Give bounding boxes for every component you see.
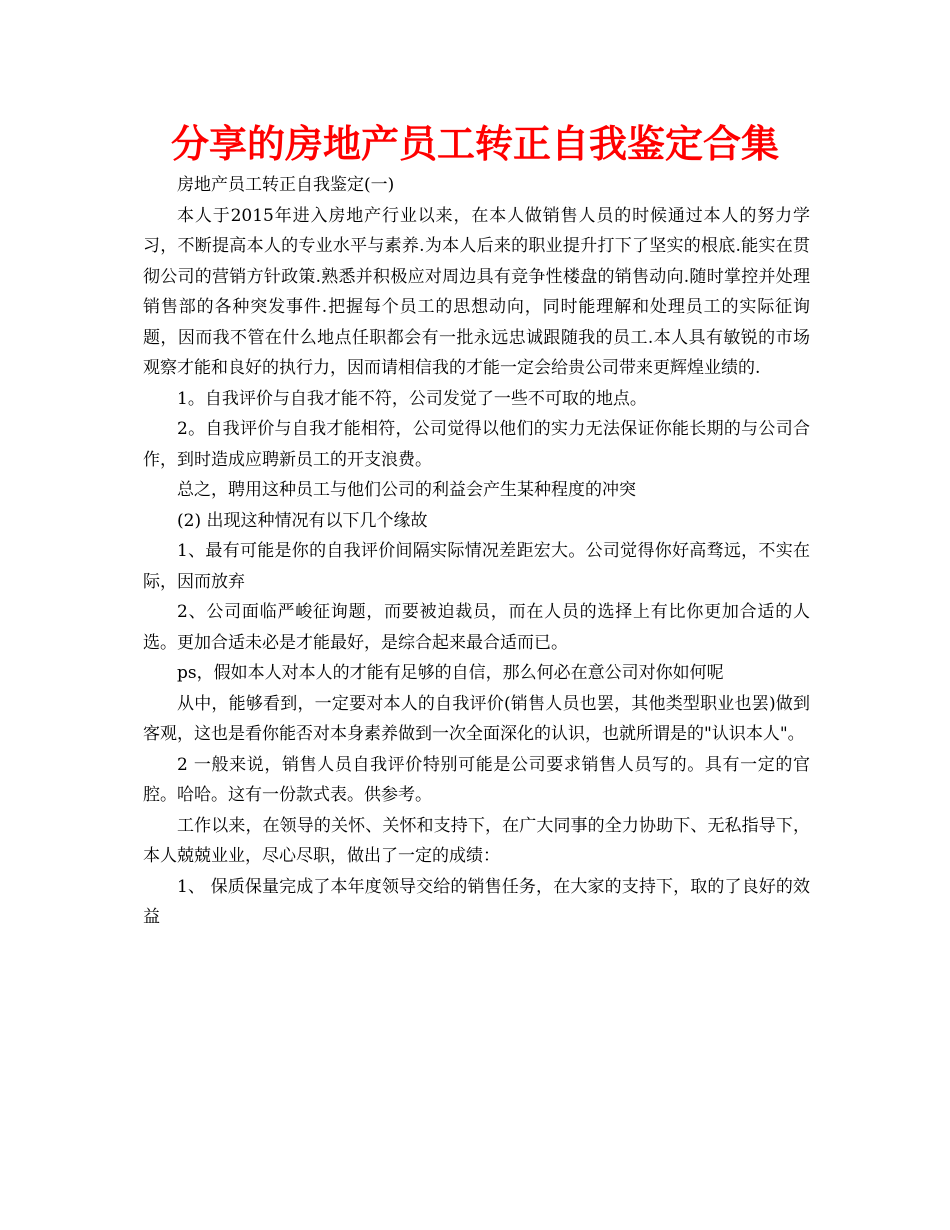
document-body [143, 170, 810, 933]
paragraph: ps，假如本人对本人的才能有足够的自信，那么何必在意公司对你如何呢 [177, 663, 724, 683]
paragraph: (2) 出现这种情况有以下几个缘故 [177, 510, 428, 531]
paragraph: 2 一般来说，销售人员自我评价特别可能是公司要求销售人员写的。具有一定的官腔。哈哈。这有一份款式表。供参考。 [143, 754, 810, 805]
document-title: 分享的房地产员工转正自我鉴定合集 [170, 122, 779, 166]
paragraph: 工作以来，在领导的关怀、关怀和支持下，在广大同事的全力协助下、无私指导下，本人兢兢业业，尽心尽职，做出了一定的成绩： [143, 815, 810, 866]
paragraph: 2。自我评价与自我才能相符，公司觉得以他们的实力无法保证你能长期的与公司合作，到时造成应聘新员工的开支浪费。 [143, 419, 810, 470]
paragraph: 从中，能够看到，一定要对本人的自我评价(销售人员也罢，其他类型职业也罢)做到客观，这也是看你能否对本身素养做到一次全面深化的认识，也就所谓是的"认识本人"。 [143, 693, 810, 744]
paragraph: 本人于2015年进入房地产行业以来，在本人做销售人员的时候通过本人的努力学习，不断提高本人的专业水平与素养.为本人后来的职业提升打下了坚实的根底.能实在贯彻公司的营销方针政策.熟悉并积极应对周边具有竞争性楼盘的销售动向.随时掌控并处理销售部的各种突发事件.把握每个员工的思想动向，同时能理解和处理员工的实际征询题，因而我不管在什么地点任职都会有一批永远忠诚跟随我的员工.本人具有敏锐的市场观察才能和良好的执行力，因而请相信我的才能一定会给贵公司带来更辉煌业绩的. [143, 205, 810, 378]
paragraph-subtitle: 房地产员工转正自我鉴定(一) [177, 175, 395, 195]
paragraph: 总之，聘用这种员工与他们公司的利益会产生某种程度的冲突 [177, 480, 636, 500]
paragraph: 2、公司面临严峻征询题，而要被迫裁员，而在人员的选择上有比你更加合适的人选。更加合适未必是才能最好，是综合起来最合适而已。 [143, 602, 810, 653]
paragraph: 1。自我评价与自我才能不符，公司发觉了一些不可取的地点。 [177, 388, 647, 409]
paragraph: 1、最有可能是你的自我评价间隔实际情况差距宏大。公司觉得你好高骛远，不实在际，因而放弃 [143, 541, 810, 592]
paragraph: 1、 保质保量完成了本年度领导交给的销售任务，在大家的支持下，取的了良好的效益 [143, 876, 810, 927]
